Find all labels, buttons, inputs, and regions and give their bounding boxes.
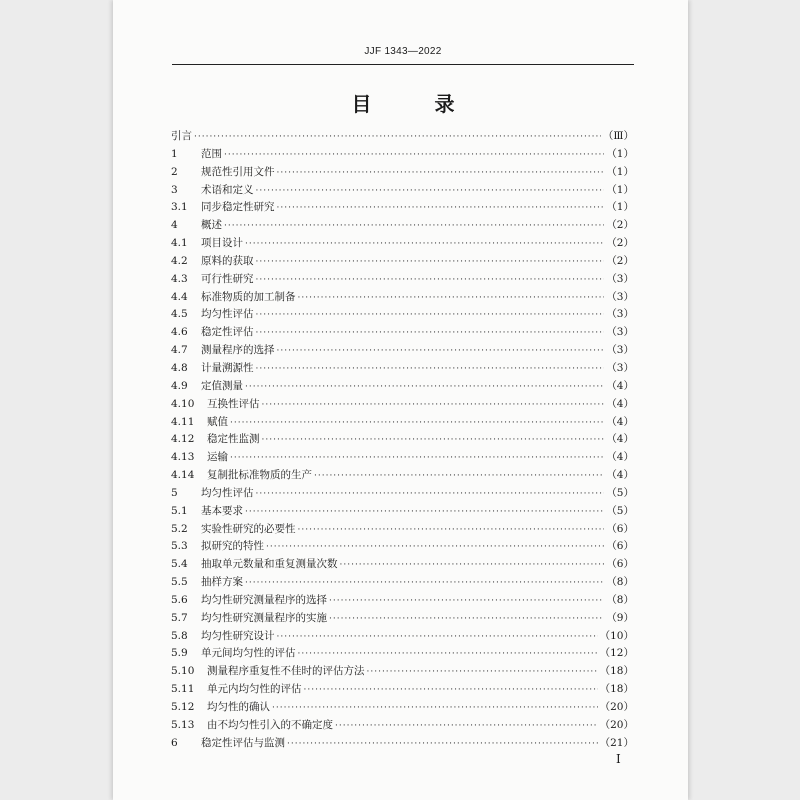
toc-entry — [171, 521, 634, 539]
toc-entry-page: （10） — [599, 629, 634, 642]
dot-leader — [256, 486, 605, 504]
toc-entry-label: 基本要求 — [201, 504, 243, 517]
toc-entry — [171, 182, 634, 200]
dot-leader — [329, 611, 604, 629]
toc-entry-page: （Ⅲ） — [602, 130, 634, 142]
toc-entry-number: 1 — [171, 147, 178, 160]
dot-leader — [277, 629, 598, 647]
toc-entry — [171, 663, 634, 681]
toc-entry — [171, 271, 634, 289]
dot-leader — [256, 325, 605, 343]
toc-entry — [171, 396, 634, 414]
toc-entry-label: 复制批标准物质的生产 — [207, 469, 312, 482]
toc-entry-number: 4.7 — [171, 344, 188, 357]
toc-entry — [171, 645, 634, 663]
toc-entry — [171, 610, 634, 628]
dot-leader — [245, 575, 604, 593]
toc-entry-label: 单元内均匀性的评估 — [207, 683, 302, 696]
toc-entry — [171, 128, 634, 146]
dot-leader — [277, 165, 605, 183]
toc-entry-page: （3） — [606, 290, 634, 303]
toc-entry-label: 定值测量 — [201, 379, 243, 392]
toc-entry-number: 4.3 — [171, 272, 188, 285]
dot-leader — [287, 736, 598, 754]
dot-leader — [329, 593, 604, 611]
toc-entry-label: 均匀性研究测量程序的实施 — [201, 611, 327, 624]
toc-entry-label: 赋值 — [207, 415, 228, 428]
dot-leader — [256, 183, 605, 201]
toc-entry — [171, 449, 634, 467]
dot-leader — [245, 504, 604, 522]
dot-leader — [266, 539, 604, 557]
toc-entry-number: 4.9 — [171, 379, 188, 392]
toc-entry — [171, 306, 634, 324]
toc-entry-number: 5.4 — [171, 558, 188, 571]
toc-entry-page: （6） — [606, 558, 634, 571]
toc-entry-number: 5.5 — [171, 576, 188, 589]
toc-entry — [171, 146, 634, 164]
page-title: 目 录 — [351, 92, 483, 116]
standard-code-header: JJF 1343—2022 — [364, 46, 442, 57]
toc-entry-page: （3） — [606, 344, 634, 357]
toc-entry — [171, 378, 634, 396]
toc-entry — [171, 253, 634, 271]
dot-leader — [340, 557, 605, 575]
toc-entry — [171, 485, 634, 503]
toc-entry-page: （8） — [606, 576, 634, 589]
toc-entry — [171, 717, 634, 735]
toc-entry-number: 5.6 — [171, 593, 188, 606]
toc-entry — [171, 342, 634, 360]
toc-entry-label: 均匀性研究设计 — [201, 629, 275, 642]
toc-entry-page: （8） — [606, 593, 634, 606]
toc-entry-page: （3） — [606, 308, 634, 321]
dot-leader — [256, 254, 605, 272]
toc-entry — [171, 628, 634, 646]
toc-entry-label: 单元间均匀性的评估 — [201, 647, 296, 660]
toc-entry-number: 4.13 — [171, 451, 195, 464]
toc-entry-number: 4.12 — [171, 433, 195, 446]
toc-entry-page: （1） — [606, 201, 634, 214]
toc-entry-page: （4） — [606, 433, 634, 446]
dot-leader — [314, 468, 604, 486]
toc-entry-label: 实验性研究的必要性 — [201, 522, 296, 535]
toc-entry-label: 测量程序的选择 — [201, 344, 275, 357]
toc-entry — [171, 414, 634, 432]
dot-leader — [224, 218, 604, 236]
toc-entry-page: （5） — [606, 486, 634, 499]
toc-entry-number: 4.4 — [171, 290, 188, 303]
toc-entry-page: （4） — [606, 397, 634, 410]
header-rule — [172, 64, 634, 65]
dot-leader — [256, 272, 605, 290]
dot-leader — [256, 361, 605, 379]
page-number: Ⅰ — [616, 752, 621, 766]
toc-entry — [171, 164, 634, 182]
toc-entry — [171, 235, 634, 253]
toc-entry-label: 运输 — [207, 451, 228, 464]
toc-entry-number: 5.8 — [171, 629, 188, 642]
toc-entry-page: （20） — [599, 718, 634, 731]
toc-entry-label: 均匀性的确认 — [207, 701, 270, 713]
toc-entry — [171, 681, 634, 699]
toc-entry-page: （20） — [599, 701, 634, 713]
toc-entry-number: 4.10 — [171, 397, 195, 410]
toc-entry-number: 4.14 — [171, 469, 195, 482]
dot-leader — [298, 522, 605, 540]
dot-leader — [335, 718, 598, 736]
toc-entry-page: （5） — [606, 504, 634, 517]
toc-entry — [171, 538, 634, 556]
dot-leader — [367, 664, 598, 682]
toc-entry — [171, 431, 634, 449]
dot-leader — [230, 450, 604, 468]
toc-entry-page: （3） — [606, 326, 634, 339]
toc-entry-number: 4.5 — [171, 308, 188, 321]
dot-leader — [262, 397, 605, 415]
dot-leader — [224, 147, 604, 165]
dot-leader — [245, 236, 604, 254]
toc-entry-label: 稳定性评估 — [201, 326, 254, 339]
dot-leader — [298, 290, 605, 308]
toc-entry-label: 计量溯源性 — [201, 361, 254, 374]
toc-entry-page: （1） — [606, 147, 634, 160]
toc-entry-number: 4 — [171, 219, 178, 232]
dot-leader — [277, 343, 605, 361]
toc-entry — [171, 735, 634, 753]
dot-leader — [194, 129, 601, 147]
toc-entry-number: 4.2 — [171, 254, 188, 267]
toc-entry-number: 4.1 — [171, 237, 188, 250]
toc-entry-label: 范围 — [201, 147, 222, 160]
toc-entry-number: 5 — [171, 486, 178, 499]
dot-leader — [272, 700, 598, 718]
toc-entry — [171, 556, 634, 574]
toc-entry-label: 稳定性评估与监测 — [201, 736, 285, 749]
toc-entry-page: （4） — [606, 451, 634, 464]
toc-entry — [171, 289, 634, 307]
toc-entry-page: （1） — [606, 165, 634, 178]
toc-entry-page: （6） — [606, 522, 634, 535]
toc-entry-label: 测量程序重复性不佳时的评估方法 — [207, 665, 365, 678]
toc-entry-label: 概述 — [201, 219, 222, 232]
toc-entry-label: 标准物质的加工制备 — [201, 290, 296, 303]
toc-entry-number: 5.7 — [171, 611, 188, 624]
toc-entry-page: （18） — [599, 683, 634, 696]
toc-entry-number: 4.6 — [171, 326, 188, 339]
toc-entry-number: 2 — [171, 165, 178, 178]
toc-entry — [171, 699, 634, 717]
toc-entry-number: 5.3 — [171, 540, 188, 553]
toc-entry — [171, 503, 634, 521]
toc-entry-page: （2） — [606, 254, 634, 267]
toc-entry-label: 项目设计 — [201, 237, 243, 250]
toc-entry — [171, 217, 634, 235]
toc-entry-page: （2） — [606, 219, 634, 232]
toc-entry-page: （1） — [606, 183, 634, 196]
toc-entry-page: （3） — [606, 272, 634, 285]
dot-leader — [262, 432, 605, 450]
toc-entry-label: 术语和定义 — [201, 183, 254, 196]
toc-entry-page: （12） — [599, 647, 634, 660]
toc-entry-number: 引言 — [171, 130, 192, 142]
toc-entry — [171, 467, 634, 485]
toc-entry-page: （4） — [606, 469, 634, 482]
toc-entry-number: 5.2 — [171, 522, 188, 535]
toc-entry — [171, 360, 634, 378]
toc-entry-page: （4） — [606, 415, 634, 428]
toc-entry-number: 3 — [171, 183, 178, 196]
toc-entry-number: 5.10 — [171, 665, 195, 678]
toc-entry-page: （2） — [606, 237, 634, 250]
toc-entry-label: 拟研究的特性 — [201, 540, 264, 553]
toc-entry-page: （21） — [599, 736, 634, 749]
toc-entry-label: 由不均匀性引入的不确定度 — [207, 718, 333, 731]
dot-leader — [230, 415, 604, 433]
toc-entry-label: 均匀性评估 — [201, 308, 254, 321]
toc-entry-page: （4） — [606, 379, 634, 392]
document-page — [113, 0, 688, 800]
toc-entry-label: 均匀性评估 — [201, 486, 254, 499]
dot-leader — [245, 379, 604, 397]
toc-entry — [171, 199, 634, 217]
toc-entry-number: 4.8 — [171, 361, 188, 374]
toc-entry-label: 可行性研究 — [201, 272, 254, 285]
toc-entry — [171, 592, 634, 610]
table-of-contents — [171, 128, 634, 753]
toc-entry-page: （18） — [599, 665, 634, 678]
dot-leader — [256, 307, 605, 325]
toc-entry-number: 5.13 — [171, 718, 195, 731]
toc-entry-label: 稳定性监测 — [207, 433, 260, 446]
dot-leader — [298, 646, 598, 664]
toc-entry-number: 5.11 — [171, 683, 195, 696]
toc-entry — [171, 574, 634, 592]
toc-entry-number: 4.11 — [171, 415, 195, 428]
toc-entry-number: 5.9 — [171, 647, 188, 660]
toc-entry-label: 原料的获取 — [201, 254, 254, 267]
toc-entry-page: （9） — [606, 611, 634, 624]
toc-entry-page: （6） — [606, 540, 634, 553]
toc-entry-label: 抽样方案 — [201, 576, 243, 589]
dot-leader — [277, 200, 605, 218]
toc-entry-label: 规范性引用文件 — [201, 165, 275, 178]
toc-entry-label: 均匀性研究测量程序的选择 — [201, 593, 327, 606]
toc-entry-page: （3） — [606, 361, 634, 374]
toc-entry-label: 抽取单元数量和重复测量次数 — [201, 558, 338, 571]
toc-entry-number: 3.1 — [171, 201, 188, 214]
toc-entry — [171, 324, 634, 342]
toc-entry-number: 6 — [171, 736, 178, 749]
toc-entry-label: 同步稳定性研究 — [201, 201, 275, 214]
toc-entry-number: 5.12 — [171, 701, 195, 713]
toc-entry-label: 互换性评估 — [207, 397, 260, 410]
dot-leader — [304, 682, 598, 700]
toc-entry-number: 5.1 — [171, 504, 188, 517]
